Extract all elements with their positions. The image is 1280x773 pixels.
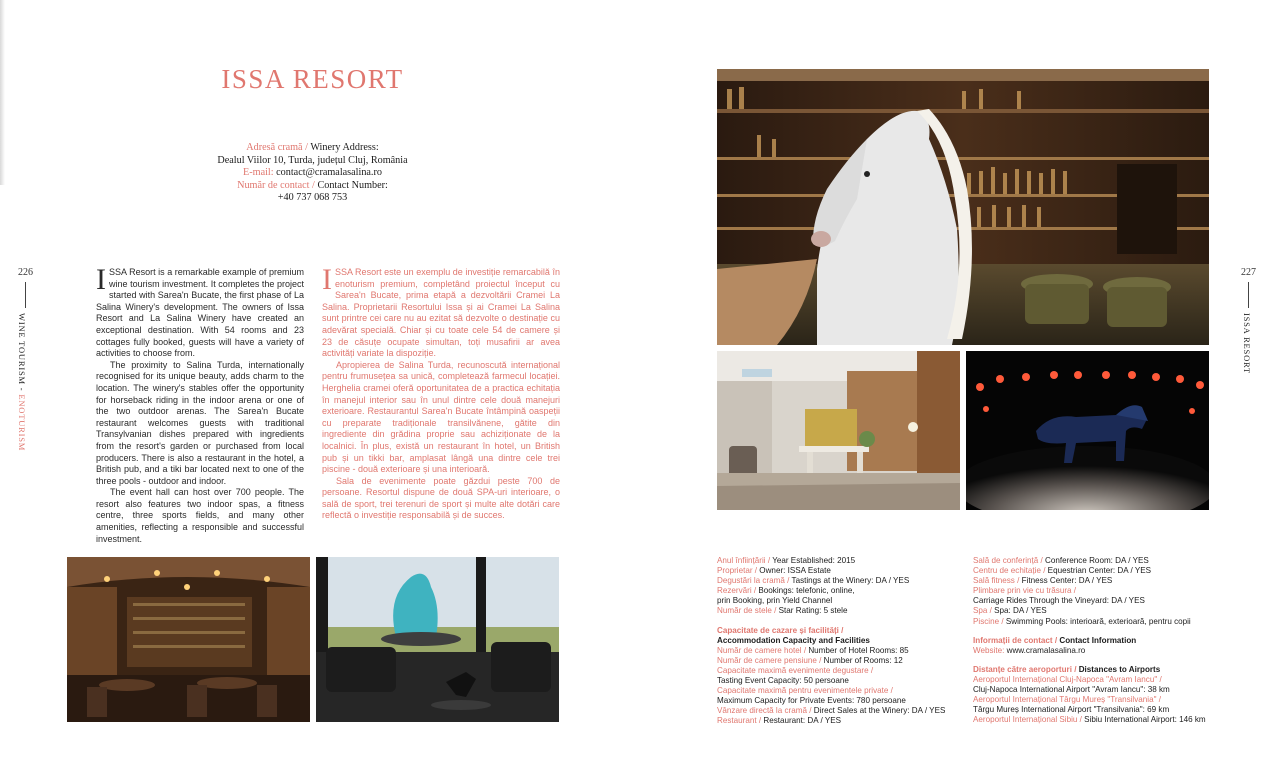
info-row: [973, 685, 1233, 695]
info-label: Aeroportul Internațional Cluj-Napoca "Avram Iancu" /: [973, 674, 1162, 684]
info-label: Plimbare prin vie cu trăsura /: [973, 586, 1077, 596]
website-value: www.cramalasalina.ro: [1004, 645, 1086, 655]
info-value: Equestrian Center: DA / YES: [1045, 566, 1152, 576]
info-row: [717, 656, 967, 666]
phone-value: +40 737 068 753: [277, 192, 348, 204]
paragraph-ro-1: SSA Resort este un exemplu de investiție remarcabilă în enoturism premium, completând proiectul început cu Sarea'n Bucate, prima etapă a dezvoltării Cramei La Salina. Proprietarii Resortului Issa și ai Cramei La Salina sunt printre cei care nu au ezitat să dezvolte o destinație cu adevărat specială. Chiar și cu toate cele 54 de camere și 23 de căsuțe ocupate simultan, toți musafirii ar avea activități variate la dispoziție.: [322, 267, 560, 359]
article-romanian: [322, 263, 560, 522]
info-row: [717, 716, 967, 726]
article-english: [96, 263, 304, 545]
info-value: Fitness Center: DA / YES: [1019, 576, 1113, 586]
info-value: Restaurant: DA / YES: [761, 716, 842, 726]
info-row: [717, 556, 967, 566]
info-row: [717, 606, 967, 616]
info-label: Număr de camere hotel /: [717, 645, 807, 655]
info-value: Number of Hotel Rooms: 85: [806, 645, 909, 655]
info-label: Anul înființării /: [717, 556, 771, 565]
section-label-en: WINE TOURISM -: [17, 313, 27, 395]
info-row: [973, 695, 1233, 705]
info-label: Număr de camere pensiune /: [717, 655, 822, 665]
page-shadow: [0, 0, 5, 185]
info-value: Conference Room: DA / YES: [1042, 556, 1149, 565]
info-value: Direct Sales at the Winery: DA / YES: [811, 706, 946, 716]
left-page-rule: [25, 282, 26, 308]
winery-info-left: [717, 556, 967, 727]
photo-office: [717, 351, 960, 510]
dropcap-en: I: [96, 263, 106, 296]
info-row: [973, 586, 1233, 596]
info-row: [717, 576, 967, 586]
info-value: Number of Rooms: 12: [821, 655, 903, 665]
info-value: Maximum Capacity for Private Events: 780 persoane: [717, 696, 906, 706]
info-row: [717, 646, 967, 656]
contact-heading-ro: Informații de contact /: [973, 635, 1058, 645]
info-row: [717, 566, 967, 576]
info-row: [973, 606, 1233, 616]
photo-terrace-statue: [316, 557, 559, 722]
info-row: [973, 705, 1233, 715]
info-label: Capacitate maximă evenimente degustare /: [717, 665, 874, 675]
info-label: Vânzare directă la cramă /: [717, 706, 812, 716]
info-label: Spa /: [973, 606, 992, 616]
info-value: Year Established: 2015: [770, 556, 856, 565]
info-label: Capacitate maximă pentru evenimentele private /: [717, 686, 893, 696]
info-row: [717, 666, 967, 676]
info-value: prin Booking, prin Yield Channel: [717, 596, 833, 606]
info-label: Restaurant /: [717, 716, 762, 726]
info-value: Tastings at the Winery: DA / YES: [789, 576, 910, 586]
section-label-ro: ENOTURISM: [17, 394, 27, 452]
paragraph-en-2: The proximity to Salina Turda, internationally recognised for its unique beauty, adds charm to the location. The winery's stables offer the opportunity for horseback riding in the indoor arena or one of the two outdoor arenas. The Sarea'n Bucate restaurant welcomes guests with traditional Transylvanian dishes prepared with ingredients from the resort's garden or purchased from local producers. There is also a restaurant in the hotel, a British pub, and a tiki bar located next to one of the three pools - outdoor and indoor.: [96, 359, 304, 486]
left-section-label: [13, 313, 35, 452]
paragraph-ro-2: Apropierea de Salina Turda, recunoscută internațional pentru frumusețea sa unică, completează farmecul locației. Herghelia cramei oferă oportunitatea de a practica echitația în manejul interior sau în unul dintre cele două manejuri exterioare. Restaurantul Sarea'n Bucate întâmpină oaspeții cu preparate tradiționale transilvănene, gătite din ingrediente din grădina proprie sau achiziționate de la localnici. În plus, există un restaurant în hotel, un British pub și un tikki bar, amplasat lângă una dintre cele trei piscine - două exterioare și una interioară.: [322, 359, 560, 475]
info-row: [717, 706, 967, 716]
winery-street: Dealul Viilor 10, Turda, județul Cluj, România: [217, 154, 408, 166]
info-label: Piscine /: [973, 616, 1004, 626]
info-value: Tasting Event Capacity: 50 persoane: [717, 676, 849, 686]
info-value: Cluj-Napoca International Airport "Avram Iancu": 38 km: [973, 685, 1170, 695]
email-value: contact@cramalasalina.ro: [273, 167, 382, 179]
dropcap-ro: I: [322, 263, 332, 296]
info-row: [717, 686, 967, 696]
winery-address-label-en: Winery Address:: [307, 142, 379, 153]
info-row: [973, 596, 1233, 606]
info-row: [973, 576, 1233, 586]
info-label: Centru de echitație /: [973, 566, 1046, 576]
capacity-heading-en: Accommodation Capacity and Facilities: [717, 635, 870, 645]
info-label: Sală de conferință /: [973, 556, 1043, 565]
info-row: [717, 696, 967, 706]
email-label: E-mail:: [243, 167, 274, 179]
right-section-label: [1238, 313, 1260, 383]
info-row: [973, 715, 1233, 725]
photo-horse-arena: [966, 351, 1209, 510]
contact-heading-en: Contact Information: [1057, 635, 1137, 645]
info-value: Carriage Rides Through the Vineyard: DA / YES: [973, 596, 1145, 606]
info-value: Owner: ISSA Estate: [757, 566, 831, 576]
info-label: Rezervări /: [717, 586, 757, 596]
right-page-rule: [1248, 282, 1249, 308]
left-page-number: 226: [18, 267, 33, 278]
info-row: [717, 676, 967, 686]
paragraph-en-3: The event hall can host over 700 people. The resort also features two indoor spas, a fitness centre, three sports fields, and many other amenities, reflecting a responsible and successful investment.: [96, 487, 304, 544]
info-value: Bookings: telefonic, online,: [756, 586, 855, 596]
info-label: Aeroportul Internațional Târgu Mureș "Transilvania" /: [973, 695, 1161, 705]
airports-heading-en: Distances to Airports: [1076, 664, 1161, 674]
paragraph-en-1: SSA Resort is a remarkable example of premium wine tourism investment. It completes the project started with Sarea'n Bucate, the first phase of La Salina Winery's development. The owners of Issa Resort and La Salina Winery have created an exceptional destination. With 54 rooms and 23 cottages fully booked, guests will have a variety of activities to choose from.: [96, 267, 304, 359]
right-section-label-text: ISSA RESORT: [1242, 313, 1252, 374]
info-label: Proprietar /: [717, 566, 758, 576]
winery-address-label-ro: Adresă cramă /: [246, 142, 308, 153]
paragraph-ro-3: Sala de evenimente poate găzdui peste 700 de persoane. Resortul dispune de două SPA-uri interioare, o sală de sport, trei terenuri de sport și multe alte dotări care reflectă o investiție responsabilă și de succes.: [322, 475, 560, 521]
info-row: [973, 617, 1233, 627]
info-value: Târgu Mureș International Airport "Transilvania": 69 km: [973, 705, 1170, 715]
photo-restaurant: [67, 557, 310, 722]
info-value: Spa: DA / YES: [991, 606, 1047, 616]
info-value: Sibiu International Airport: 146 km: [1081, 715, 1206, 725]
contact-label-ro: Număr de contact /: [237, 179, 315, 191]
capacity-heading-ro: Capacitate de cazare și facilități /: [717, 625, 844, 635]
right-page-number: 227: [1241, 267, 1256, 278]
info-row: [973, 675, 1233, 685]
info-value: Star Rating: 5 stele: [776, 606, 848, 616]
info-label: Degustări la cramă /: [717, 576, 790, 586]
address-block: [150, 142, 475, 205]
winery-info-right: [973, 556, 1233, 725]
page-title: ISSA RESORT: [221, 64, 404, 94]
photo-bar-horse: [717, 69, 1209, 345]
info-row: [717, 596, 967, 606]
website-label: Website:: [973, 645, 1005, 655]
info-label: Număr de stele /: [717, 606, 777, 616]
info-row: [973, 566, 1233, 576]
info-row: [973, 556, 1233, 566]
info-value: Swimming Pools: interioară, exterioară, pentru copii: [1003, 616, 1191, 626]
info-label: Sală fitness /: [973, 576, 1020, 586]
info-label: Aeroportul Internațional Sibiu /: [973, 715, 1082, 725]
airports-heading-ro: Distanțe către aeroporturi /: [973, 664, 1077, 674]
contact-label-en: Contact Number:: [314, 179, 388, 191]
info-row: [717, 586, 967, 596]
